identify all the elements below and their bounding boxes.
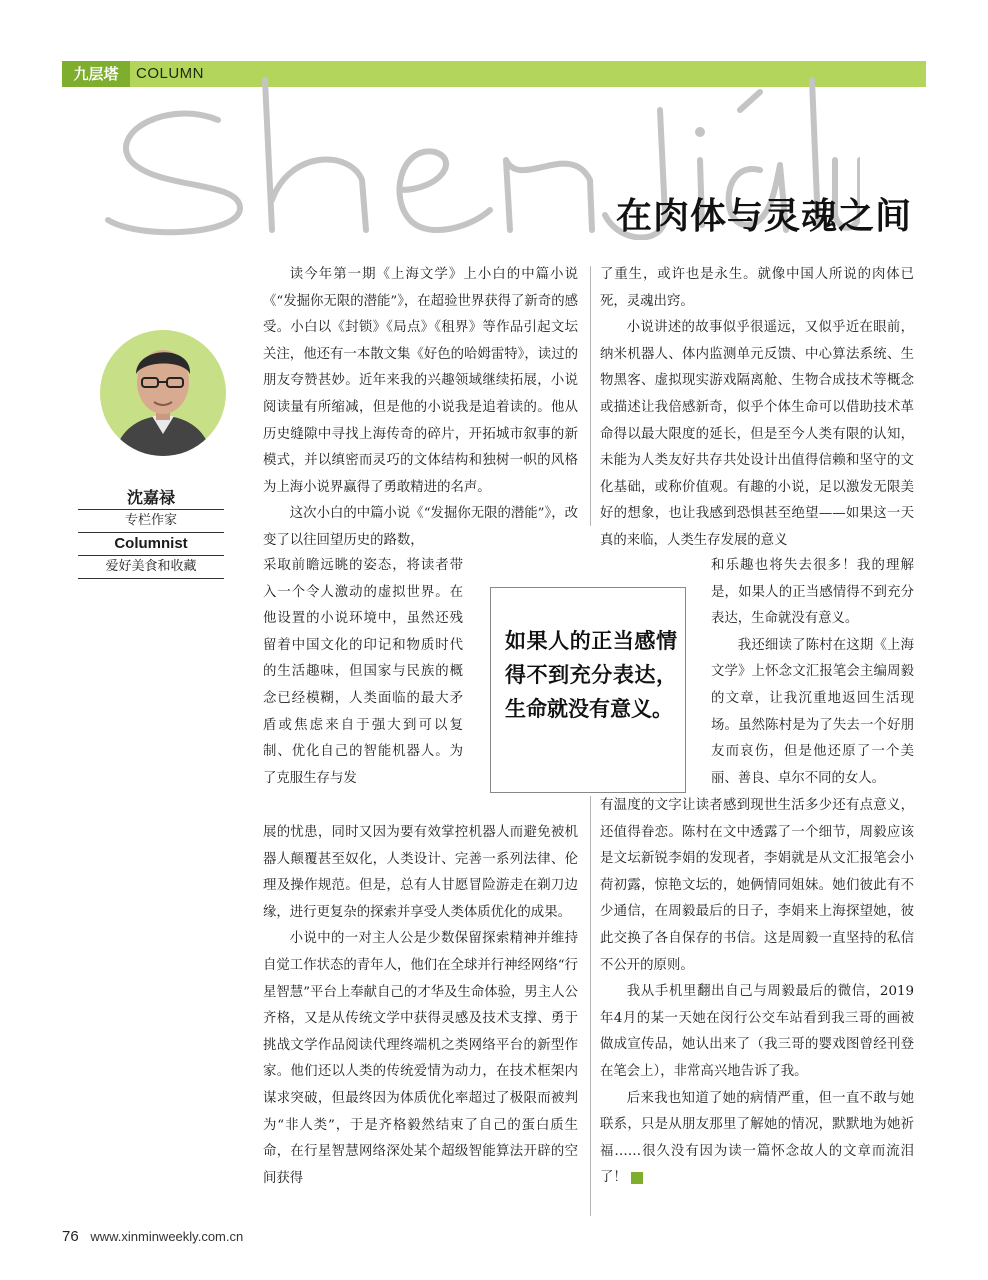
website-url: www.xinminweekly.com.cn [90,1229,244,1244]
column-tag: 九层塔 [62,61,130,87]
paragraph: 我从手机里翻出自己与周毅最后的微信，2019年4月的某一天她在闵行公交车站看到我三哥的画被做成宣传品，她认出来了（我三哥的婴戏图曾经刊登在笔会上），非常高兴地告诉了我。 [600,984,914,1079]
page-footer [62,1228,243,1245]
paragraph: 我还细读了陈村在这期《上海文学》上怀念文汇报笔会主编周毅的文章，让我沉重地返回生活现场。虽然陈村是为了失去一个好朋友而哀伤，但是他还原了一个美丽、善良、卓尔不同的女人。 [711,637,914,786]
body-column-1-bottom [263,820,578,1192]
column-divider [590,796,591,1216]
paragraph: 小说中的一对主人公是少数保留探索精神并维持自觉工作状态的青年人，他们在全球并行神经网络“行星智慧”平台上奉献自己的才华及生命体验，男主人公齐格，又是从传统文学中获得灵感及技术支撑、勇于挑战文学作品阅读代理终端机之类网络平台的新型作家。他们还以人类的传统爱情为动力，在技术框架内谋求突破，但最终因为体质优化率超过了极限而被判为“非人类”，于是齐格毅然结束了自己的蛋白质生命，在行星智慧网络深处某个超级智能算法开辟的空间获得 [263,931,578,1186]
end-mark-icon: 民 [631,1172,643,1184]
body-column-1-wrap [263,553,463,792]
pull-quote-box [490,587,686,793]
column-label: COLUMN [136,65,205,82]
paragraph: 采取前瞻远眺的姿态，将读者带入一个令人激动的虚拟世界。在他设置的小说环境中，虽然还残留着中国文化的印记和物质时代的生活趣味，但国家与民族的概念已经模糊，人类面临的最大矛盾或焦虑来自于强大到可以复制、优化自己的智能机器人。为了克服生存与发 [263,558,463,786]
paragraph: 小说讲述的故事似乎很遥远，又似乎近在眼前，纳米机器人、体内监测单元反馈、中心算法系统、生物黑客、虚拟现实游戏隔离舱、生物合成技术等概念或描述让我倍感新奇，似乎个体生命可以借助技术革命得以最大限度的延长，但是至今人类有限的认知，未能为人类友好共存共处设计出值得信赖和坚守的文化基础，或称价值观。有趣的小说，足以激发无限美好的想象，也让我感到恐惧甚至绝望——如果这一天真的来临，人类生存发展的意义 [600,320,914,548]
body-column-1-top [263,262,578,555]
body-column-2-bottom [600,793,914,1192]
paragraph: 有温度的文字让读者感到现世生活多少还有点意义，还值得眷恋。陈村在文中透露了一个细节，周毅应该是文坛新锐李娟的发现者，李娟就是从文汇报笔会小荷初露，惊艳文坛的，她俩情同姐妹。她们彼此有不少通信，在周毅最后的日子，李娟来上海探望她，彼此交换了各自保存的书信。这是周毅一直坚持的私信不公开的原则。 [600,798,914,973]
author-photo [100,330,226,456]
paragraph: 读今年第一期《上海文学》上小白的中篇小说《“发掘你无限的潜能”》，在超验世界获得了新奇的感受。小白以《封锁》《局点》《租界》等作品引起文坛关注，他还有一本散文集《好色的哈姆雷特》，读过的朋友夸赞甚妙。近年来我的兴趣领域继续拓展，小说阅读量有所缩减，但是他的小说我是追着读的。他从历史缝隙中寻找上海传奇的碎片，开拓城市叙事的新模式，并以缜密而灵巧的文体结构和独树一帜的风格为上海小说界赢得了勇敢精进的名声。 [263,267,578,495]
author-role-en: Columnist [78,532,224,555]
column-divider [590,266,591,526]
paragraph: 和乐趣也将失去很多！我的理解是，如果人的正当感情得不到充分表达，生命就没有意义。 [711,558,914,627]
paragraph [600,1086,914,1192]
body-column-2-wrap [711,553,914,792]
pull-quote: 如果人的正当感情得不到充分表达，生命就没有意义。 [505,629,677,721]
author-box [78,487,224,579]
page-number: 76 [62,1228,79,1245]
body-column-2-top [600,262,914,555]
author-name: 沈嘉禄 [126,488,175,507]
author-role-cn: 专栏作家 [78,509,224,532]
paragraph: 这次小白的中篇小说《“发掘你无限的潜能”》，改变了以往回望历史的路数， [263,506,578,548]
paragraph: 了重生，或许也是永生。就像中国人所说的肉体已死，灵魂出窍。 [600,267,914,309]
author-hobby: 爱好美食和收藏 [78,555,224,579]
article-title: 在肉体与灵魂之间 [615,195,912,237]
paragraph: 展的忧患，同时又因为要有效掌控机器人而避免被机器人颠覆甚至奴化，人类设计、完善一系列法律、伦理及操作规范。但是，总有人甘愿冒险游走在剃刀边缘，进行更复杂的探索并享受人类体质优化的成果。 [263,825,578,920]
paragraph-text: 后来我也知道了她的病情严重，但一直不敢与她联系，只是从朋友那里了解她的情况，默默地为她祈福……很久没有因为读一篇怀念故人的文章而流泪了！ [600,1090,914,1186]
